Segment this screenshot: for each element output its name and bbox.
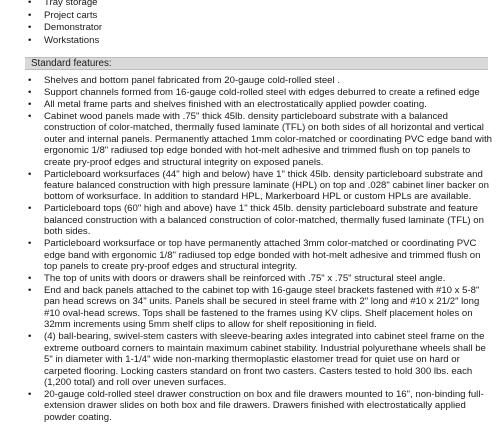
bullet-icon: • [28,388,32,400]
feature-text: Particleboard worksurfaces (44" high and below) have 1" thick 45lb. density particleboard substrate and feature balanced construction with high pressure laminate (HPL) on top and .028" cabinet liner backer on bottom of worksurface. In addition to standard HPL, Markerboard HPL or custom HPLs are available. [44,168,489,203]
bullet-icon: • [28,273,32,285]
feature-text: End and back panels attached to the cabinet top with 16-gauge steel brackets fastened with #10 x 5-8" pan head screws on 34" units. Panels shall be secured in steel frame with 2" long and #10 x 21/2" long #10 oval-head screws. Tops shall be fastened to the frames using KV clips. Shelf placement holes on 32mm increments using 5mm shelf clips to allow for shelf repositioning in field. [44,285,480,331]
bullet-icon: • [28,9,32,21]
bullet-icon: • [28,168,32,180]
application-list [27,0,487,47]
feature-item [27,203,492,237]
feature-text: The top of units with doors or drawers shall be reinforced with .75" x .75" structural steel angle. [44,273,446,285]
list-item-label: Project carts [44,9,98,21]
feature-item [27,389,492,423]
list-item-label: Workstations [44,34,100,46]
feature-text: All metal frame parts and shelves finished with an electrostatically applied powder coating. [44,99,427,110]
list-item [27,10,487,23]
bullet-icon: • [28,331,32,343]
section-header-standard-features: Standard features: [25,57,488,70]
feature-item [27,169,492,203]
bullet-icon: • [28,75,32,86]
bullet-icon: • [28,203,32,215]
feature-text: 20-gauge cold-rolled steel drawer construction on box and file drawers mounted to 16", non-binding full-extension drawer slides on both box and file drawers. Drawers finished with electrostatically applied powder coating. [44,388,484,423]
list-item-label: Tray storage [44,0,98,8]
feature-text: Particleboard tops (60" high and above) have 1" thick 45lb. density particleboard substrate and feature balanced construction with a balanced construction of color-matched, thermally fused laminate (TFL) on both sides. [44,203,484,238]
feature-list [27,75,492,424]
feature-item [27,273,492,284]
bullet-icon: • [28,34,32,46]
bullet-icon: • [28,111,32,122]
feature-item [27,99,492,110]
feature-item [27,331,492,388]
feature-text: Particleboard worksurface or top have permanently attached 3mm color-matched or coordinating PVC edge band with ergonomic 1/8" radiused top edge bonded with hot-melt adhesive and trimmed flush on top panels to create pry-proof edges and structural integrity. [44,238,481,273]
feature-item [27,238,492,272]
list-item [27,0,487,10]
bullet-icon: • [28,0,32,8]
bullet-icon: • [28,238,32,250]
bullet-icon: • [28,99,32,110]
feature-item [27,285,492,331]
feature-item [27,111,492,168]
feature-text: (4) ball-bearing, swivel-stem casters with sleeve-bearing axles integrated into cabinet steel frame on the extreme outboard corners to maintain maximum cabinet stability. Industrial polyurethane wheels shall be 5" in diameter with 1-1/4" wide non-marking thermoplastic elastomer tread for quiet use on hard or carpeted flooring. Locking casters standard on front two casters. Casters tested to hold 300 lbs. each (1,200 total) and roll over uneven surfaces. [44,331,486,388]
list-item [27,35,487,48]
feature-text: Cabinet wood panels made with .75" thick 45lb. density particleboard substrate with a balanced construction of color-matched, thermally fused laminate (TFL) on both sides of all horizontal and vertical outer and internal panels. Permanently attached 1mm color-matched or coordinating PVC edge band with ergonomic 1/8" radiused top edge bonded with hot-melt adhesive and trimmed flush on top panels to create pry-proof edges and structural integrity on exposed panels. [44,111,492,168]
feature-text: Shelves and bottom panel fabricated from 20-gauge cold-rolled steel . [44,75,340,86]
feature-text: Support channels formed from 16-gauge cold-rolled steel with edges deburred to create a refined edge [44,87,480,98]
feature-item [27,87,492,98]
bullet-icon: • [28,87,32,98]
feature-item [27,75,492,86]
list-item-label: Demonstrator [44,22,103,34]
list-item [27,22,487,35]
bullet-icon: • [28,22,32,34]
bullet-icon: • [28,285,32,297]
